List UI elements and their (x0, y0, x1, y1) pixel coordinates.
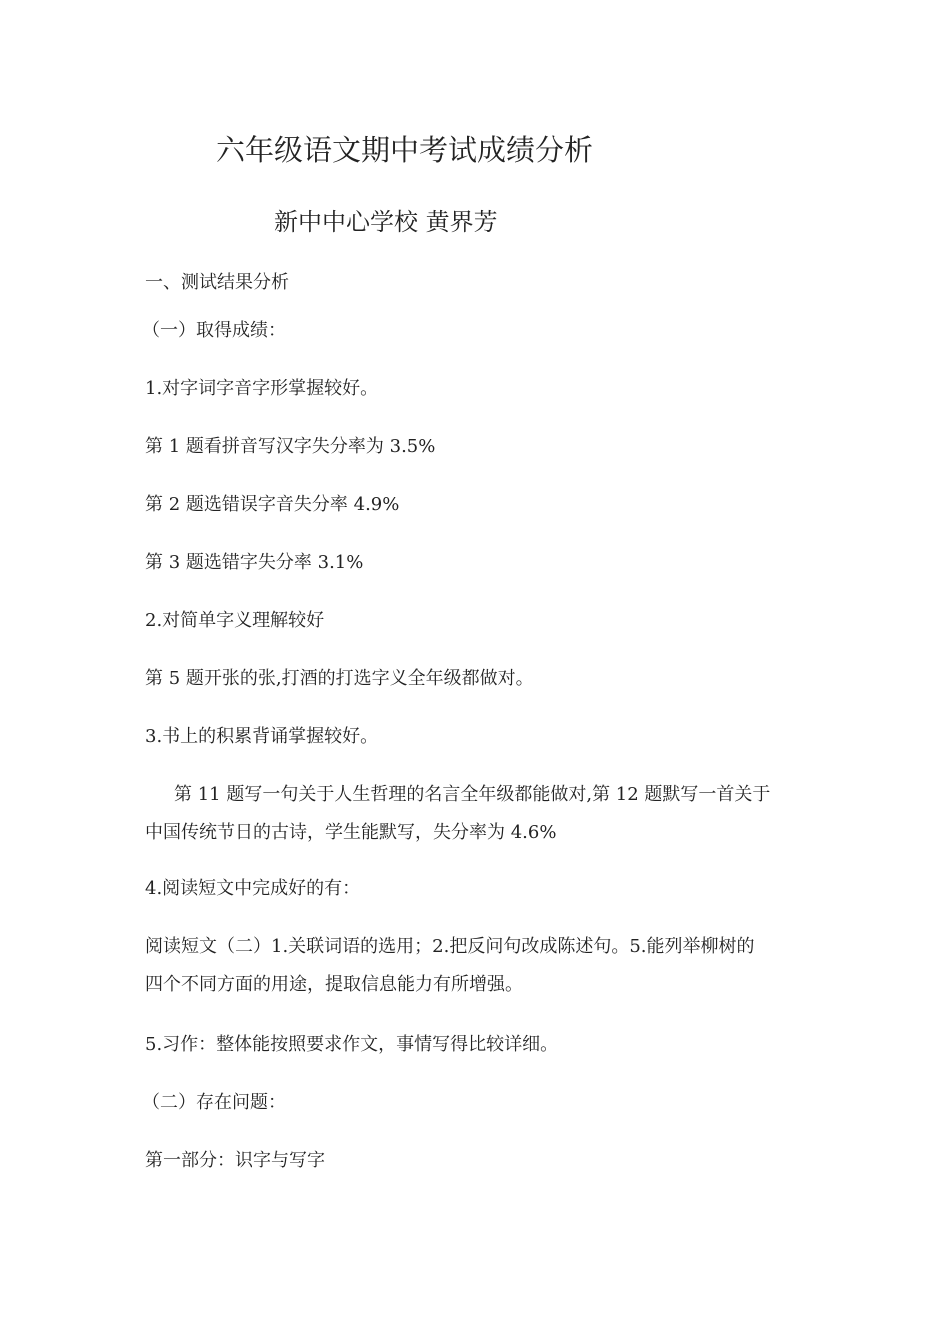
paragraph-line: 中国传统节日的古诗，学生能默写，失分率为 4.6% (145, 822, 557, 843)
paragraph-line: 阅读短文（二）1.关联词语的选用；2.把反问句改成陈述句。5.能列举柳树的 (145, 936, 755, 957)
paragraph-line: 第 2 题选错误字音失分率 4.9% (145, 494, 400, 515)
section-heading: 一、测试结果分析 (145, 272, 289, 293)
paragraph-line: 四个不同方面的用途，提取信息能力有所增强。 (145, 974, 523, 995)
document-author: 新中中心学校 黄界芳 (274, 208, 498, 236)
paragraph-line: 第 5 题开张的张,打酒的打选字义全年级都做对。 (145, 668, 534, 689)
paragraph-line: 第 11 题写一句关于人生哲理的名言全年级都能做对,第 12 题默写一首关于 (174, 784, 771, 805)
subsection-heading: （一）取得成绩： (142, 320, 286, 341)
paragraph-line: 1.对字词字音字形掌握较好。 (145, 378, 379, 399)
paragraph-line: 2.对简单字义理解较好 (145, 610, 325, 631)
paragraph-line: 5.习作：整体能按照要求作文，事情写得比较详细。 (145, 1034, 559, 1055)
paragraph-line: 第一部分：识字与写字 (145, 1150, 325, 1171)
paragraph-line: 3.书上的积累背诵掌握较好。 (145, 726, 379, 747)
paragraph-line: 第 3 题选错字失分率 3.1% (145, 552, 364, 573)
paragraph-line: 4.阅读短文中完成好的有： (145, 878, 361, 899)
document-title: 六年级语文期中考试成绩分析 (216, 133, 594, 167)
paragraph-line: 第 1 题看拼音写汉字失分率为 3.5% (145, 436, 436, 457)
subsection-heading: （二）存在问题： (142, 1092, 286, 1113)
